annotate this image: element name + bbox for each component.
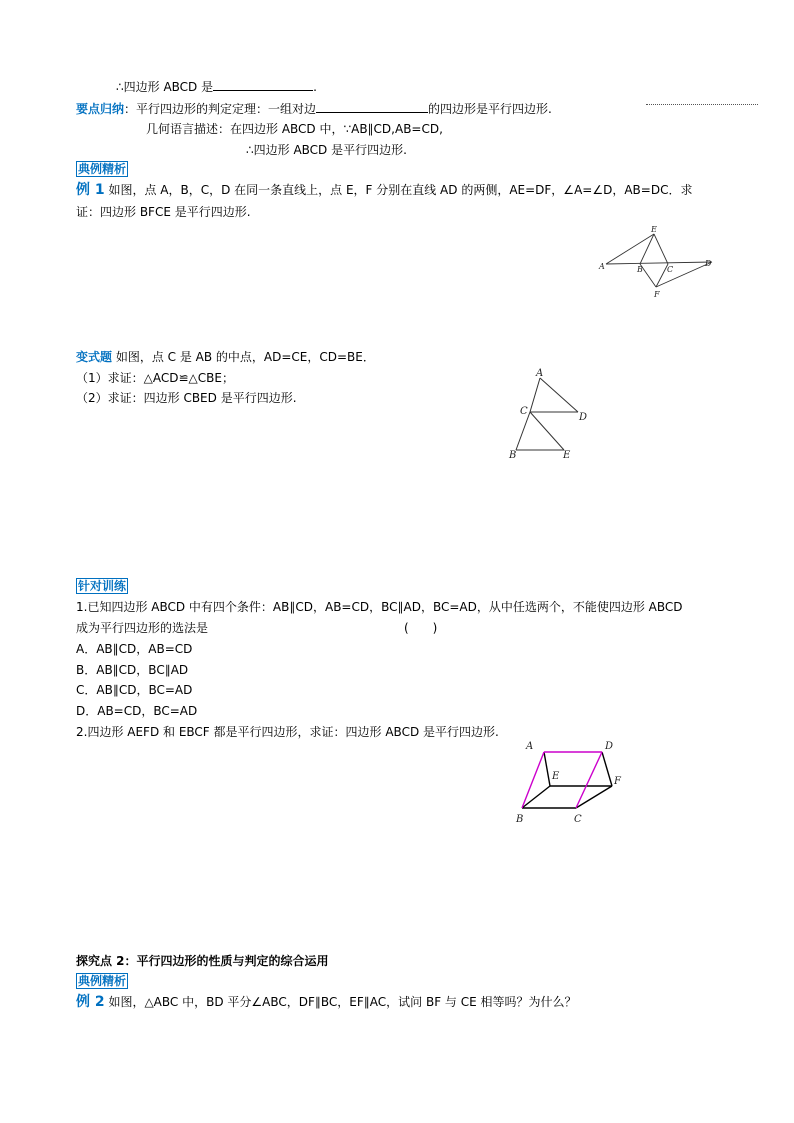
geometry-description: 几何语言描述：在四边形 ABCD 中，∵AB∥CD,AB=CD, <box>146 122 443 136</box>
label-c: C <box>667 265 674 274</box>
variant-question-2: （2）求证：四边形 CBED 是平行四边形. <box>76 391 297 405</box>
key-point-blank[interactable] <box>316 100 428 113</box>
label-a: A <box>536 368 544 379</box>
line-ce <box>530 412 564 450</box>
label-b: B <box>509 450 517 461</box>
conclusion-text: ∴四边形 ABCD 是 <box>116 80 214 94</box>
label-e: E <box>552 771 560 782</box>
example1-text-1: 如图，点 A，B，C，D 在同一条直线上，点 E，F 分别在直线 AD 的两侧，AE=DF，∠A=∠D，AB=DC．求 <box>104 183 693 197</box>
tag-label: 典例精析 <box>78 162 127 176</box>
label-b: B <box>516 814 524 825</box>
tag-label-2: 典例精析 <box>78 974 127 988</box>
question1-line1: 1.已知四边形 ABCD 中有四个条件：AB∥CD，AB=CD，BC∥AD，BC=AD，从中任选两个，不能使四边形 ABCD <box>76 600 683 614</box>
label-d: D <box>579 412 588 423</box>
question1-option-a[interactable]: A．AB∥CD，AB=CD <box>76 642 193 656</box>
line-fd <box>656 262 712 287</box>
example2-line <box>76 994 577 1010</box>
variant-text: 如图，点 C 是 AB 的中点，AD=CE，CD=BE． <box>112 350 375 364</box>
label-c: C <box>574 814 582 825</box>
question1-answer-paren[interactable]: ( ) <box>404 621 438 635</box>
key-point-text-1: ：平行四边形的判定定理：一组对边 <box>124 102 317 116</box>
label-f: F <box>654 290 660 299</box>
label-e: E <box>651 225 657 234</box>
line-ec <box>654 234 668 264</box>
key-point-label: 要点归纳 <box>76 102 125 116</box>
example1-label: 例 1 <box>76 182 105 198</box>
line-cb <box>516 412 530 450</box>
question2-line: 2.四边形 AEFD 和 EBCF 都是平行四边形，求证：四边形 ABCD 是平行四边形. <box>76 725 499 739</box>
training-tag-line <box>76 578 128 594</box>
example1-line2: 证：四边形 BFCE 是平行四边形. <box>76 205 251 219</box>
key-point-text-2: 的四边形是平行四边形. <box>428 102 552 116</box>
label-e: E <box>563 450 571 461</box>
answer-blank[interactable] <box>213 78 313 91</box>
variant-label: 变式题 <box>76 350 113 364</box>
dotted-divider <box>646 104 758 105</box>
line-ac <box>530 378 540 412</box>
question1-option-b[interactable]: B．AB∥CD，BC∥AD <box>76 663 189 677</box>
typical-example-tag-2 <box>76 973 128 989</box>
edge-df <box>602 752 612 786</box>
figure-2 <box>500 366 596 464</box>
label-d: D <box>605 741 614 752</box>
label-d: D <box>705 259 712 268</box>
line-ad <box>540 378 578 412</box>
label-a: A <box>599 262 605 271</box>
typical-example-tag-1 <box>76 161 128 177</box>
label-b: B <box>637 265 643 274</box>
variant-line <box>76 349 375 365</box>
example1-line1 <box>76 182 692 198</box>
geometry-conclusion: ∴四边形 ABCD 是平行四边形. <box>246 143 407 157</box>
line-ad <box>606 262 712 264</box>
variant-question-1: （1）求证：△ACD≌△CBE； <box>76 371 234 385</box>
label-a: A <box>526 741 534 752</box>
question1-line2 <box>76 620 208 636</box>
label-c: C <box>520 406 528 417</box>
example2-text: 如图，△ABC 中，BD 平分∠ABC，DF∥BC，EF∥AC，试问 BF 与 CE 相等吗？为什么？ <box>104 995 577 1009</box>
question1-option-d[interactable]: D．AB=CD，BC=AD <box>76 704 198 718</box>
edge-ae <box>544 752 550 786</box>
conclusion-line: ∴四边形 ABCD 是 . <box>116 80 317 94</box>
label-f: F <box>614 776 621 787</box>
example2-label: 例 2 <box>76 994 105 1010</box>
question1-option-c[interactable]: C．AB∥CD，BC=AD <box>76 683 193 697</box>
question1-text-2: 成为平行四边形的选法是 <box>76 621 209 635</box>
training-tag: 针对训练 <box>78 579 127 593</box>
key-point-line <box>76 100 552 117</box>
section2-title: 探究点 2：平行四边形的性质与判定的综合运用 <box>76 954 329 968</box>
figure-1 <box>596 222 722 300</box>
figure-3 <box>510 736 626 828</box>
